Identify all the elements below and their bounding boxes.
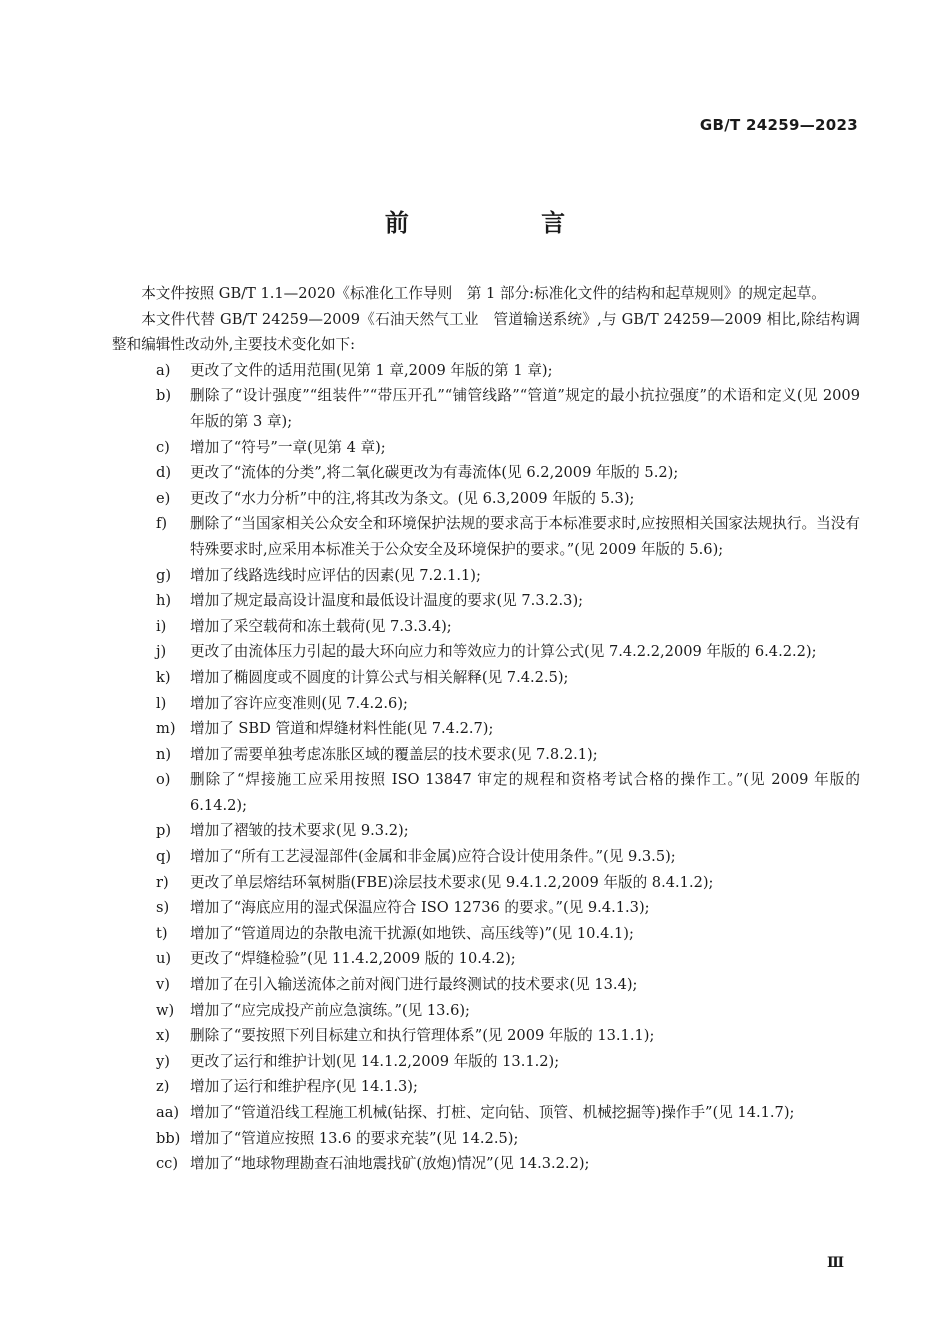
list-item-label: p) xyxy=(156,822,172,840)
list-item xyxy=(112,435,860,461)
list-item-label: t) xyxy=(156,924,168,942)
list-item-text: 增加了椭圆度或不圆度的计算公式与相关解释(见 7.4.2.5); xyxy=(190,668,569,686)
list-item-text: 增加了“管道沿线工程施工机械(钻探、打桩、定向钻、顶管、机械挖掘等)操作手”(见 14.1.7); xyxy=(190,1104,795,1121)
list-item-label: f) xyxy=(156,515,168,533)
list-item-text: 增加了规定最高设计温度和最低设计温度的要求(见 7.3.2.3); xyxy=(190,592,584,610)
list-item-label: n) xyxy=(156,745,172,763)
list-item-text: 增加了“符号”一章(见第 4 章); xyxy=(190,438,386,456)
list-item-label: bb) xyxy=(156,1129,181,1147)
list-item xyxy=(112,588,860,614)
list-item-text: 更改了文件的适用范围(见第 1 章,2009 年版的第 1 章); xyxy=(190,361,553,379)
list-item-label: k) xyxy=(156,668,171,686)
list-item-text: 增加了线路选线时应评估的因素(见 7.2.1.1); xyxy=(190,566,481,584)
list-item xyxy=(112,1074,860,1100)
list-item xyxy=(112,1023,860,1049)
list-item xyxy=(112,665,860,691)
list-item xyxy=(112,563,860,589)
list-item-text: 增加了“应完成投产前应急演练。”(见 13.6); xyxy=(190,1001,470,1019)
list-item-text: 增加了褶皱的技术要求(见 9.3.2); xyxy=(190,822,409,840)
standard-code: GB/T 24259—2023 xyxy=(699,116,858,134)
list-item xyxy=(112,511,860,562)
list-item-label: z) xyxy=(156,1078,170,1096)
list-item-text: 增加了“管道周边的杂散电流干扰源(如地铁、高压线等)”(见 10.4.1); xyxy=(190,924,634,942)
list-item-label: cc) xyxy=(156,1155,179,1173)
list-item xyxy=(112,691,860,717)
list-item-text: 删除了“设计强度”“组装件”“带压开孔”“铺管线路”“管道”规定的最小抗拉强度”的术语和定义(见 2009 年版的第 3 章); xyxy=(190,387,860,430)
list-item-label: q) xyxy=(156,848,172,866)
list-item-text: 删除了“要按照下列目标建立和执行管理体系”(见 2009 年版的 13.1.1); xyxy=(190,1027,655,1045)
list-item xyxy=(112,767,860,818)
list-item xyxy=(112,1126,860,1152)
list-item-text: 增加了采空载荷和冻土载荷(见 7.3.3.4); xyxy=(190,617,452,635)
list-item xyxy=(112,486,860,512)
list-item-label: o) xyxy=(156,771,171,789)
list-item xyxy=(112,742,860,768)
list-item xyxy=(112,921,860,947)
list-item-text: 增加了在引入输送流体之前对阀门进行最终测试的技术要求(见 13.4); xyxy=(190,976,638,994)
list-item xyxy=(112,870,860,896)
list-item-label: l) xyxy=(156,694,167,712)
list-item xyxy=(112,716,860,742)
list-item xyxy=(112,818,860,844)
list-item-text: 增加了“管道应按照 13.6 的要求充装”(见 14.2.5); xyxy=(190,1129,519,1147)
document-body xyxy=(112,281,860,1177)
list-item-label: aa) xyxy=(156,1104,180,1121)
list-item-text: 更改了“流体的分类”,将二氧化碳更改为有毒流体(见 6.2,2009 年版的 5.2); xyxy=(190,464,679,482)
list-item-text: 增加了需要单独考虑冻胀区域的覆盖层的技术要求(见 7.8.2.1); xyxy=(190,745,598,763)
list-item-label: h) xyxy=(156,592,172,610)
list-item xyxy=(112,358,860,384)
paragraph: 本文件代替 GB/T 24259—2009《石油天然气工业 管道输送系统》,与 GB/T 24259—2009 相比,除结构调整和编辑性改动外,主要技术变化如下: xyxy=(112,310,860,354)
list-item-label: c) xyxy=(156,438,170,456)
list-item-text: 更改了“焊缝检验”(见 11.4.2,2009 版的 10.4.2); xyxy=(190,950,516,968)
change-list xyxy=(112,358,860,1177)
list-item xyxy=(112,844,860,870)
list-item-text: 增加了运行和维护程序(见 14.1.3); xyxy=(190,1078,418,1096)
list-item xyxy=(112,972,860,998)
list-item-label: y) xyxy=(156,1052,170,1070)
list-item-text: 删除了“当国家相关公众安全和环境保护法规的要求高于本标准要求时,应按照相关国家法规执行。当没有特殊要求时,应采用本标准关于公众安全及环境保护的要求。”(见 2009 年版的 5.6); xyxy=(190,515,860,558)
page-title: 前 言 xyxy=(384,208,628,237)
list-item-label: i) xyxy=(156,617,167,635)
list-item-text: 更改了单层熔结环氧树脂(FBE)涂层技术要求(见 9.4.1.2,2009 年版的 8.4.1.2); xyxy=(190,873,714,891)
list-item-text: 更改了运行和维护计划(见 14.1.2,2009 年版的 13.1.2); xyxy=(190,1052,560,1070)
list-item-label: a) xyxy=(156,361,171,379)
list-item-label: u) xyxy=(156,950,172,968)
list-item-label: g) xyxy=(156,566,172,584)
page-number: Ⅲ xyxy=(826,1255,844,1271)
list-item-text: 增加了“所有工艺浸湿部件(金属和非金属)应符合设计使用条件。”(见 9.3.5); xyxy=(190,848,676,866)
list-item xyxy=(112,895,860,921)
list-item-text: 删除了“焊接施工应采用按照 ISO 13847 审定的规程和资格考试合格的操作工。”(见 2009 年版的 6.14.2); xyxy=(190,771,860,814)
list-item xyxy=(112,998,860,1024)
list-item-text: 增加了容许应变准则(见 7.4.2.6); xyxy=(190,694,408,712)
list-item-text: 增加了“海底应用的湿式保温应符合 ISO 12736 的要求。”(见 9.4.1.3); xyxy=(190,899,650,917)
list-item-label: w) xyxy=(156,1001,175,1019)
paragraph: 本文件按照 GB/T 1.1—2020《标准化工作导则 第 1 部分:标准化文件的结构和起草规则》的规定起草。 xyxy=(141,285,826,302)
list-item-label: x) xyxy=(156,1027,170,1045)
list-item-label: j) xyxy=(156,643,167,661)
list-item-label: s) xyxy=(156,899,170,917)
list-item xyxy=(112,1100,860,1126)
list-item-label: r) xyxy=(156,873,169,891)
list-item-label: b) xyxy=(156,387,172,405)
list-item xyxy=(112,639,860,665)
list-item xyxy=(112,1049,860,1075)
list-item-text: 更改了“水力分析”中的注,将其改为条文。(见 6.3,2009 年版的 5.3); xyxy=(190,489,635,507)
list-item xyxy=(112,460,860,486)
list-item-label: d) xyxy=(156,464,172,482)
list-item xyxy=(112,383,860,434)
list-item xyxy=(112,946,860,972)
list-item-label: v) xyxy=(156,976,170,994)
list-item-text: 增加了“地球物理勘查石油地震找矿(放炮)情况”(见 14.3.2.2); xyxy=(190,1155,590,1173)
list-item-text: 增加了 SBD 管道和焊缝材料性能(见 7.4.2.7); xyxy=(190,720,494,738)
list-item xyxy=(112,614,860,640)
list-item-label: m) xyxy=(156,720,176,738)
list-item-text: 更改了由流体压力引起的最大环向应力和等效应力的计算公式(见 7.4.2.2,2009 年版的 6.4.2.2); xyxy=(190,643,817,661)
list-item xyxy=(112,1151,860,1177)
list-item-label: e) xyxy=(156,489,171,507)
